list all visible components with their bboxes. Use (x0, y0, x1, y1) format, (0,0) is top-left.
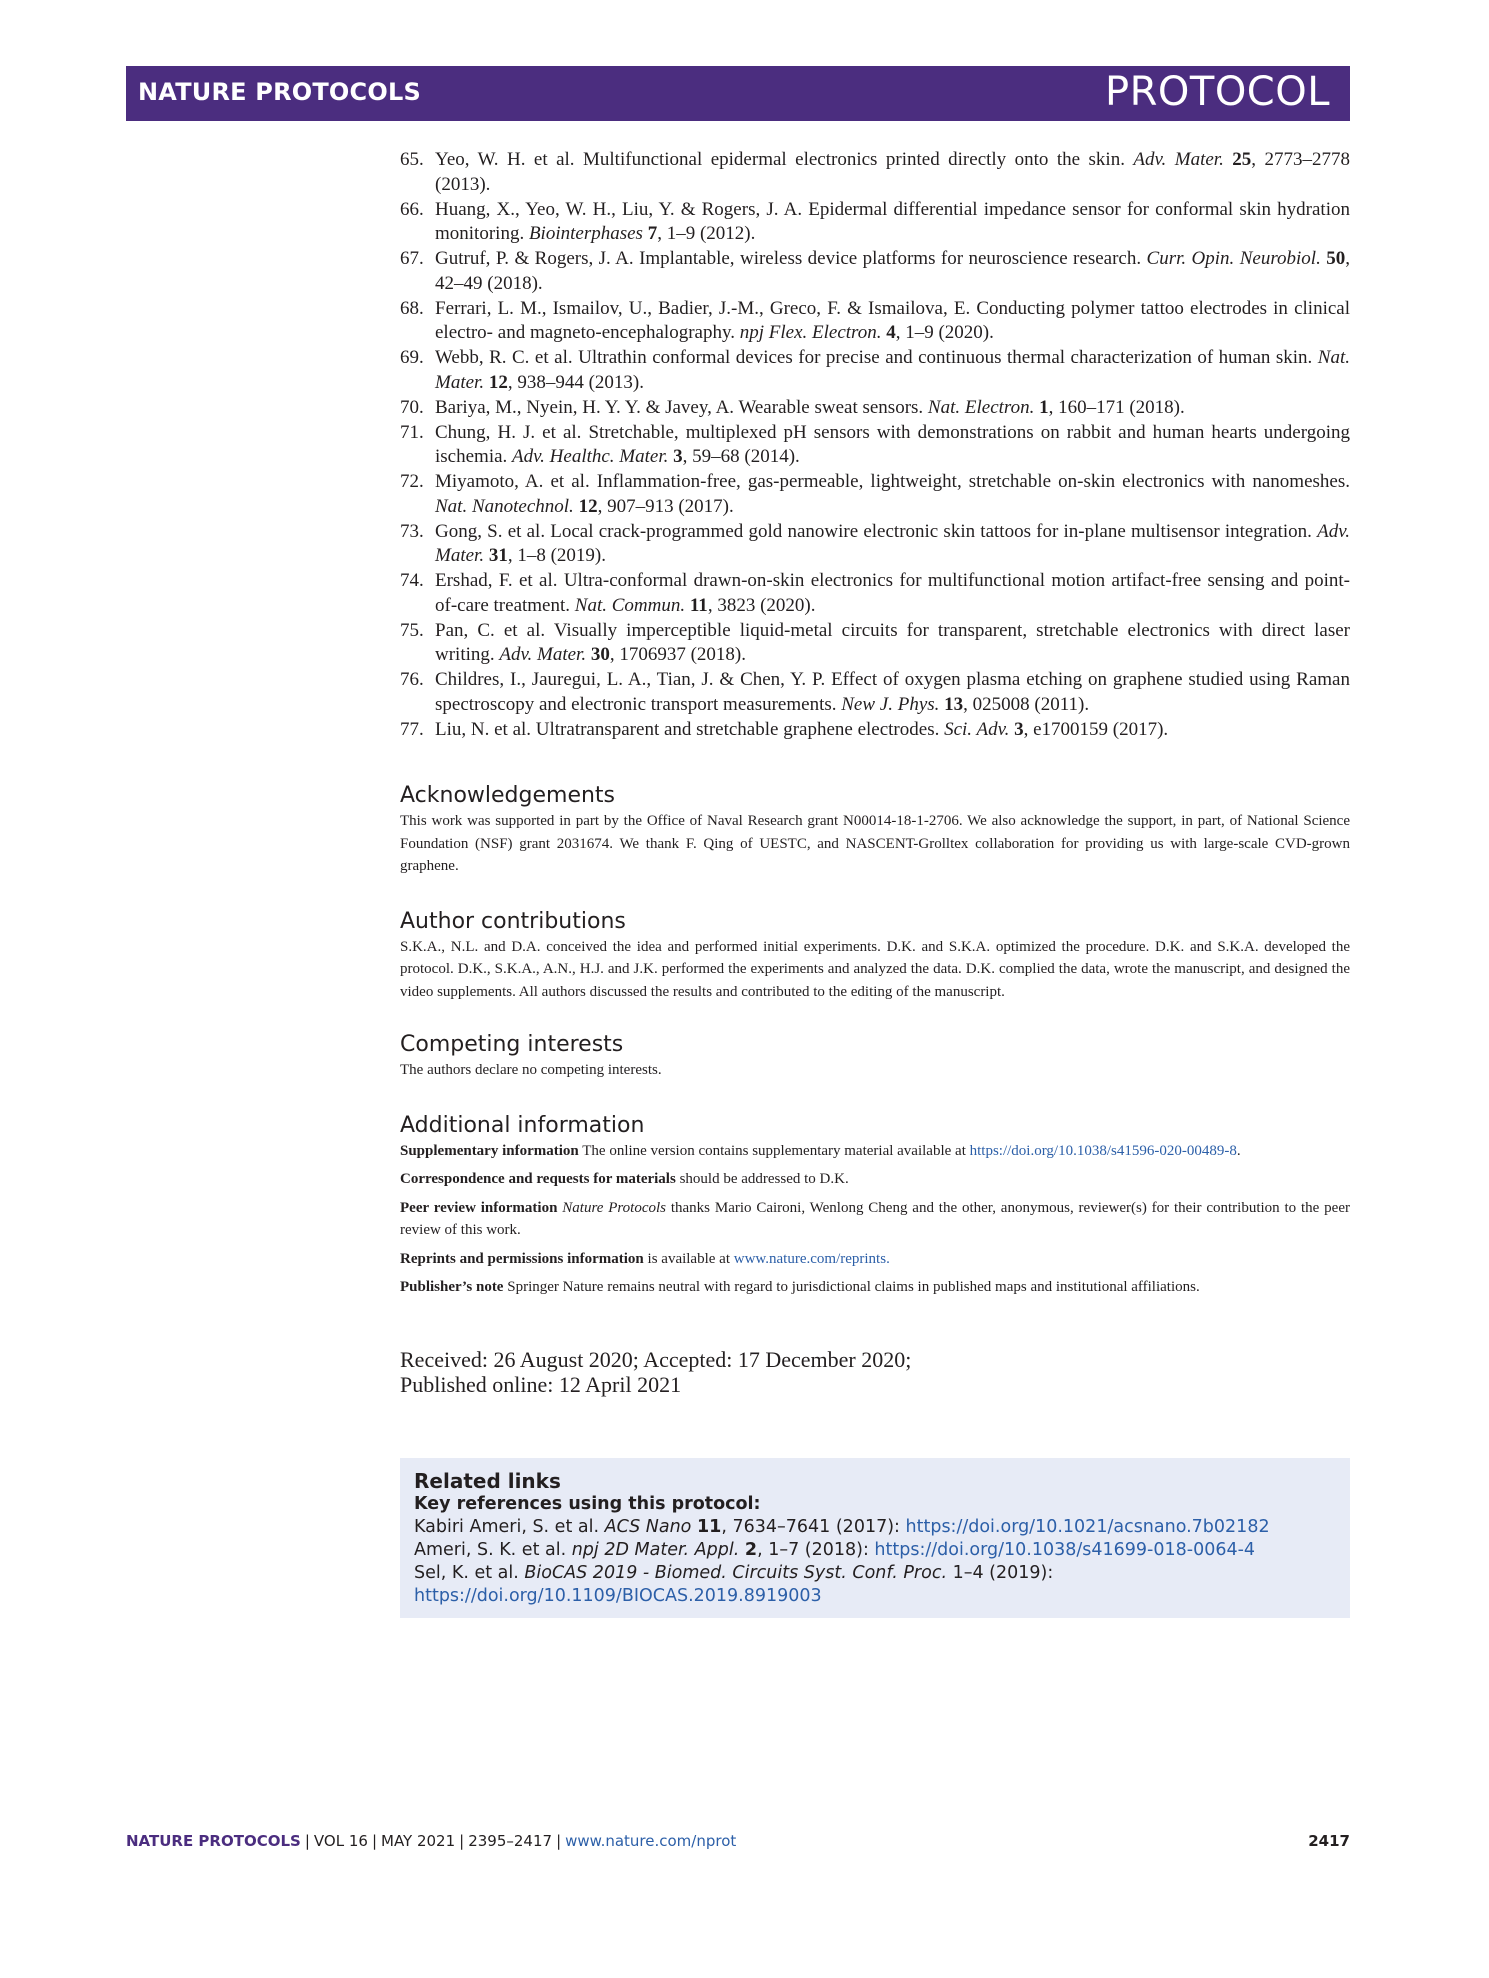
acknowledgements-heading: Acknowledgements (400, 783, 616, 808)
additional-information-heading: Additional information (400, 1112, 645, 1138)
related-link-item: Sel, K. et al. BioCAS 2019 - Biomed. Circuits Syst. Conf. Proc. 1–4 (2019): https://doi.org/10.1109/BIOCAS.2019.8919003 (414, 1563, 1054, 1606)
journal-banner (126, 66, 1350, 121)
reference-item: 76. Childres, I., Jauregui, L. A., Tian, J. & Chen, Y. P. Effect of oxygen plasma etching on graphene studied using Raman spectroscopy and electronic transport measurements. New J. Phys. 13, 025008 (2011). (400, 669, 1350, 715)
author-contributions-heading: Author contributions (400, 908, 626, 934)
received-accepted-date: Received: 26 August 2020; Accepted: 17 December 2020; (400, 1346, 912, 1372)
related-link-item: Ameri, S. K. et al. npj 2D Mater. Appl. 2, 1–7 (2018): https://doi.org/10.1038/s41699-018-0064-4 (414, 1540, 1256, 1560)
author-contributions-text: S.K.A., N.L. and D.A. conceived the idea and performed initial experiments. D.K. and S.K.A. optimized the procedure. D.K. and S.K.A. developed the protocol. D.K., S.K.A., A.N., H.J. and J.K. performed the experiments and analyzed the data. D.K. complied the data, wrote the manuscript, and designed the video supplements. All authors discussed the results and contributed to the editing of the manuscript. (400, 938, 1350, 1000)
related-link[interactable]: https://doi.org/10.1109/BIOCAS.2019.8919003 (414, 1586, 822, 1606)
reference-list (400, 148, 1350, 742)
correspondence: Correspondence and requests for materials should be addressed to D.K. (400, 1171, 849, 1187)
publishers-note: Publisher’s note Springer Nature remains neutral with regard to jurisdictional claims in published maps and institutional affiliations. (400, 1279, 1200, 1295)
related-link-item: Kabiri Ameri, S. et al. ACS Nano 11, 7634–7641 (2017): https://doi.org/10.1021/acsnano.7b02182 (414, 1517, 1270, 1537)
article-type: PROTOCOL (1104, 69, 1330, 115)
acknowledgements-section (400, 782, 1350, 878)
reference-item: 72. Miyamoto, A. et al. Inflammation-free, gas-permeable, lightweight, stretchable on-skin electronics with nanomeshes. Nat. Nanotechnol. 12, 907–913 (2017). (400, 471, 1350, 517)
additional-information-section (400, 1112, 1350, 1299)
peer-review-information: Peer review information Nature Protocols thanks Mario Caironi, Wenlong Cheng and the other, anonymous, reviewer(s) for their contribution to the peer review of this work. (400, 1199, 1350, 1238)
journal-name: NATURE PROTOCOLS (138, 78, 421, 106)
competing-interests-text: The authors declare no competing interests. (400, 1062, 662, 1078)
page-footer: NATURE PROTOCOLS | VOL 16 | MAY 2021 | 2395–2417 | www.nature.com/nprot 2417 (126, 1832, 1350, 1850)
reference-item: 67. Gutruf, P. & Rogers, J. A. Implantable, wireless device platforms for neuroscience research. Curr. Opin. Neurobiol. 50, 42–49 (2018). (400, 248, 1350, 294)
reference-item: 70. Bariya, M., Nyein, H. Y. Y. & Javey, A. Wearable sweat sensors. Nat. Electron. 1, 160–171 (2018). (400, 396, 1185, 418)
published-online-date: Published online: 12 April 2021 (400, 1371, 682, 1397)
footer-journal: NATURE PROTOCOLS (126, 1832, 301, 1850)
reprints-link[interactable]: www.nature.com/reprints. (733, 1250, 890, 1267)
footer-pages: 2395–2417 (468, 1832, 553, 1850)
reference-item: 75. Pan, C. et al. Visually imperceptible liquid-metal circuits for transparent, stretchable electronics with direct laser writing. Adv. Mater. 30, 1706937 (2018). (400, 619, 1350, 665)
reference-item: 73. Gong, S. et al. Local crack-programmed gold nanowire electronic skin tattoos for in-plane multisensor integration. Adv. Mater. 31, 1–8 (2019). (400, 520, 1350, 566)
page-number: 2417 (1308, 1832, 1350, 1850)
reference-item: 69. Webb, R. C. et al. Ultrathin conformal devices for precise and continuous thermal characterization of human skin. Nat. Mater. 12, 938–944 (2013). (400, 347, 1350, 393)
footer-url[interactable]: www.nature.com/nprot (565, 1832, 737, 1850)
related-links-box (400, 1458, 1350, 1618)
related-link[interactable]: https://doi.org/10.1021/acsnano.7b02182 (905, 1517, 1270, 1537)
related-link[interactable]: https://doi.org/10.1038/s41699-018-0064-4 (874, 1540, 1256, 1560)
reprints-information: Reprints and permissions information is available at www.nature.com/reprints. (400, 1250, 890, 1267)
author-contributions-section (400, 908, 1350, 1004)
reference-item: 74. Ershad, F. et al. Ultra-conformal drawn-on-skin electronics for multifunctional motion artifact-free sensing and point-of-care treatment. Nat. Commun. 11, 3823 (2020). (400, 570, 1350, 616)
main-content (400, 148, 1350, 1397)
publication-dates (400, 1347, 1350, 1397)
reference-item: 66. Huang, X., Yeo, W. H., Liu, Y. & Rogers, J. A. Epidermal differential impedance sensor for conformal skin hydration monitoring. Biointerphases 7, 1–9 (2012). (400, 198, 1350, 244)
competing-interests-section (400, 1031, 1350, 1082)
reference-item: 68. Ferrari, L. M., Ismailov, U., Badier, J.-M., Greco, F. & Ismailova, E. Conducting polymer tattoo electrodes in clinical electro- and magneto-encephalography. npj Flex. Electron. 4, 1–9 (2020). (400, 297, 1350, 343)
competing-interests-heading: Competing interests (400, 1032, 624, 1057)
supplementary-link[interactable]: https://doi.org/10.1038/s41596-020-00489-8 (969, 1142, 1237, 1159)
footer-date: MAY 2021 (381, 1832, 456, 1850)
acknowledgements-text: This work was supported in part by the Office of Naval Research grant N00014-18-1-2706. We also acknowledge the support, in part, of National Science Foundation (NSF) grant 2031674. We thank F. Qing of UESTC, and NASCENT-Grolltex collaboration for providing us with large-scale CVD-grown graphene. (400, 813, 1350, 874)
reference-item: 65. Yeo, W. H. et al. Multifunctional epidermal electronics printed directly onto the skin. Adv. Mater. 25, 2773–2778 (2013). (400, 149, 1350, 195)
footer-volume: VOL 16 (313, 1832, 368, 1850)
reference-item: 77. Liu, N. et al. Ultratransparent and stretchable graphene electrodes. Sci. Adv. 3, e1700159 (2017). (400, 718, 1169, 740)
supplementary-information: Supplementary information The online version contains supplementary material available at https://doi.org/10.1038/s41596-020-00489-8. (400, 1142, 1241, 1159)
related-links-title: Related links (414, 1469, 561, 1493)
related-links-subtitle: Key references using this protocol: (414, 1494, 761, 1514)
reference-item: 71. Chung, H. J. et al. Stretchable, multiplexed pH sensors with demonstrations on rabbit and human hearts undergoing ischemia. Adv. Healthc. Mater. 3, 59–68 (2014). (400, 421, 1350, 467)
